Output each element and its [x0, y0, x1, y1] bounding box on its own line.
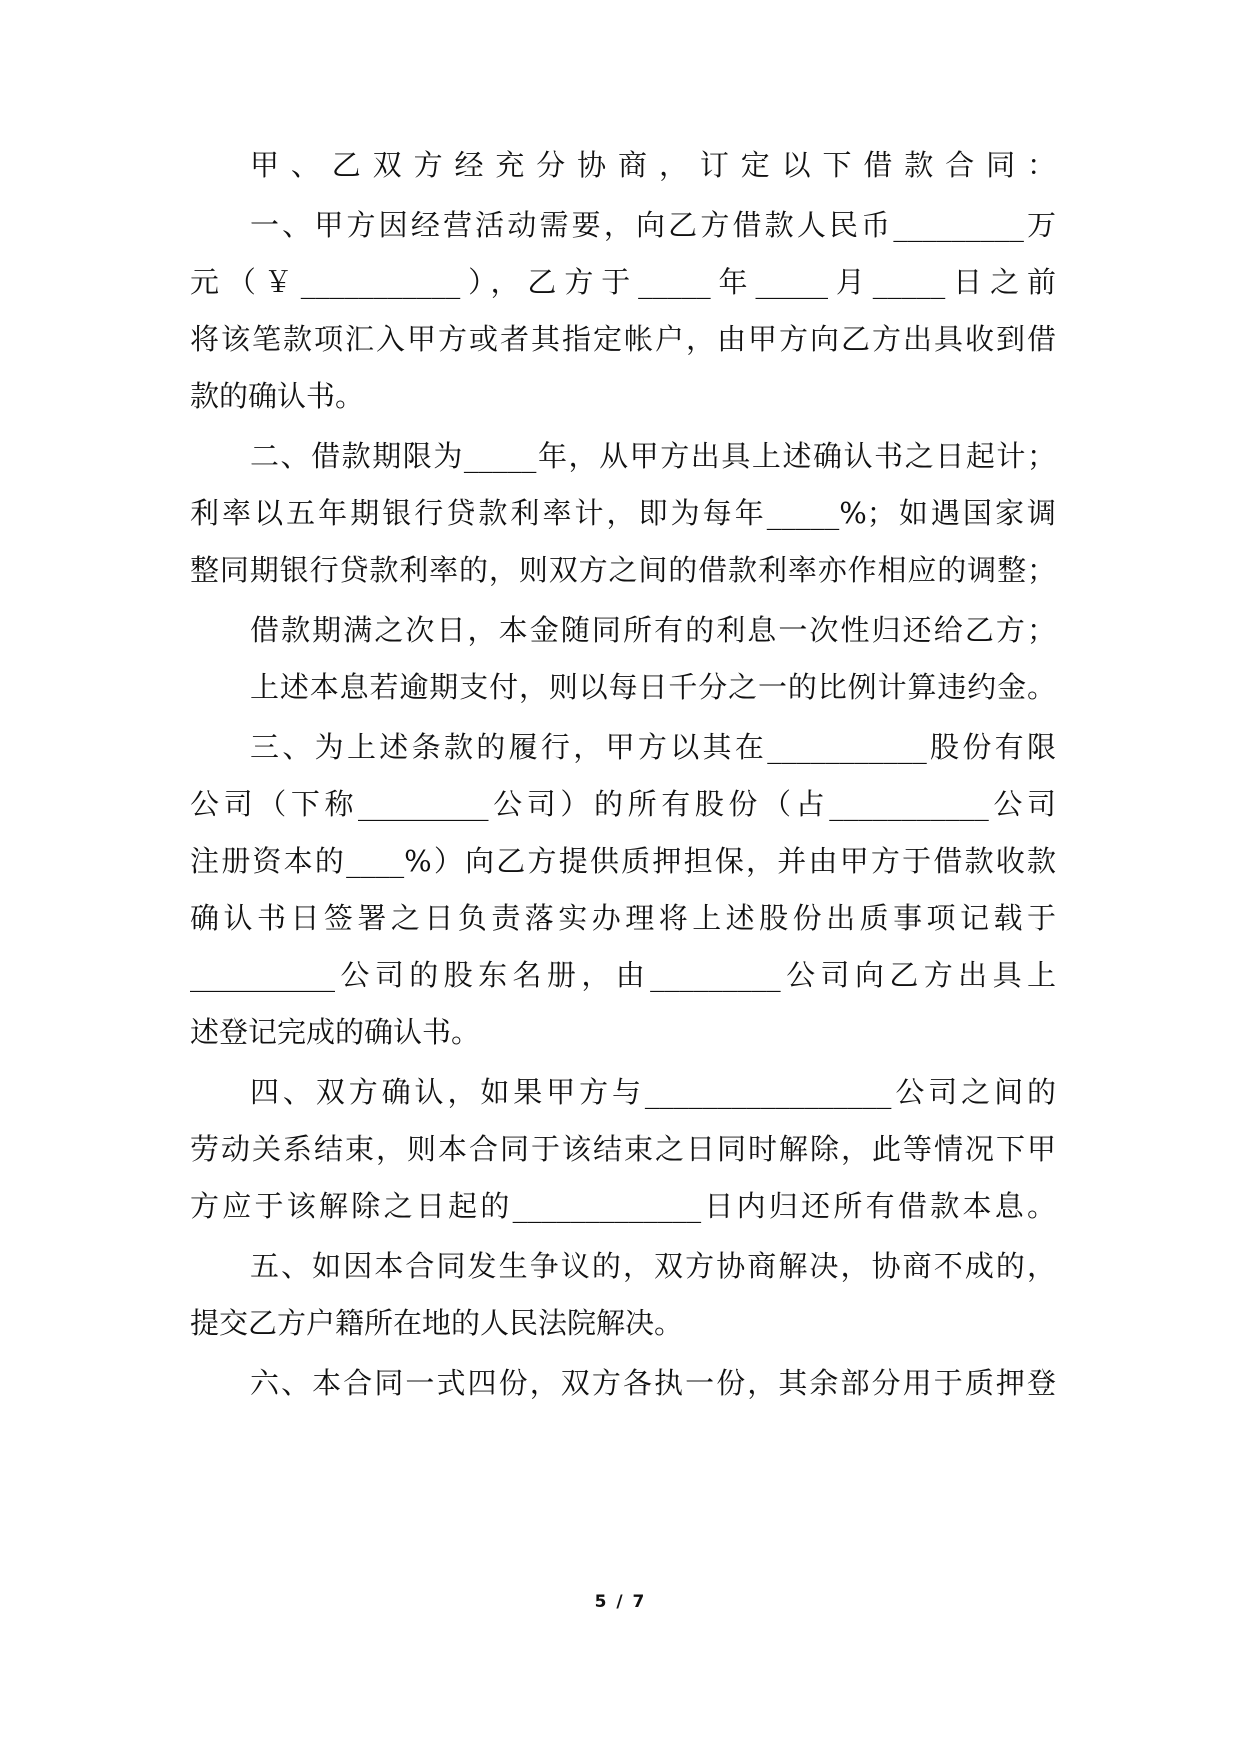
clause-3-line-1: 三、为上述条款的履行，甲方以其在___________股份有限	[250, 730, 1056, 764]
clause-2-line-2: 利率以五年期银行贷款利率计，即为每年_____%；如遇国家调	[190, 496, 1056, 530]
clause-4-line-2: 劳动关系结束，则本合同于该结束之日同时解除，此等情况下甲	[190, 1132, 1056, 1166]
clause-6-line-1: 六、本合同一式四份，双方各执一份，其余部分用于质押登	[250, 1366, 1056, 1400]
clause-1-line-4: 款的确认书。	[190, 379, 365, 413]
clause-5-line-1: 五、如因本合同发生争议的，双方协商解决，协商不成的，	[250, 1249, 1056, 1283]
clause-2-line-4: 借款期满之次日，本金随同所有的利息一次性归还给乙方；	[250, 613, 1056, 647]
clause-1-line-2: 元（￥___________），乙方于_____年_____月_____日之前	[190, 265, 1056, 299]
clause-4-line-3: 方应于该解除之日起的_____________日内归还所有借款本息。	[190, 1189, 1056, 1223]
clause-2-line-5: 上述本息若逾期支付，则以每日千分之一的比例计算违约金。	[250, 670, 1056, 704]
clause-5-line-2: 提交乙方户籍所在地的人民法院解决。	[190, 1306, 684, 1340]
paragraph-intro-line: 甲、乙双方经充分协商，订定以下借款合同：	[250, 148, 1056, 182]
clause-3-line-4: 确认书日签署之日负责落实办理将上述股份出质事项记载于	[190, 901, 1056, 935]
clause-1-line-1: 一、甲方因经营活动需要，向乙方借款人民币_________万	[250, 208, 1056, 242]
clause-3-line-2: 公司（下称_________公司）的所有股份（占___________公司	[190, 787, 1056, 821]
clause-2-line-1: 二、借款期限为_____年，从甲方出具上述确认书之日起计；	[250, 439, 1056, 473]
clause-1-line-3: 将该笔款项汇入甲方或者其指定帐户，由甲方向乙方出具收到借	[190, 322, 1056, 356]
clause-2-line-3: 整同期银行贷款利率的，则双方之间的借款利率亦作相应的调整；	[190, 553, 1056, 587]
clause-3-line-3: 注册资本的____%）向乙方提供质押担保，并由甲方于借款收款	[190, 844, 1056, 878]
clause-4-line-1: 四、双方确认，如果甲方与_________________公司之间的	[250, 1075, 1056, 1109]
clause-3-line-6: 述登记完成的确认书。	[190, 1015, 481, 1049]
clause-3-line-5: __________公司的股东名册，由_________公司向乙方出具上	[190, 958, 1056, 992]
page-number: 5 / 7	[594, 1592, 647, 1612]
